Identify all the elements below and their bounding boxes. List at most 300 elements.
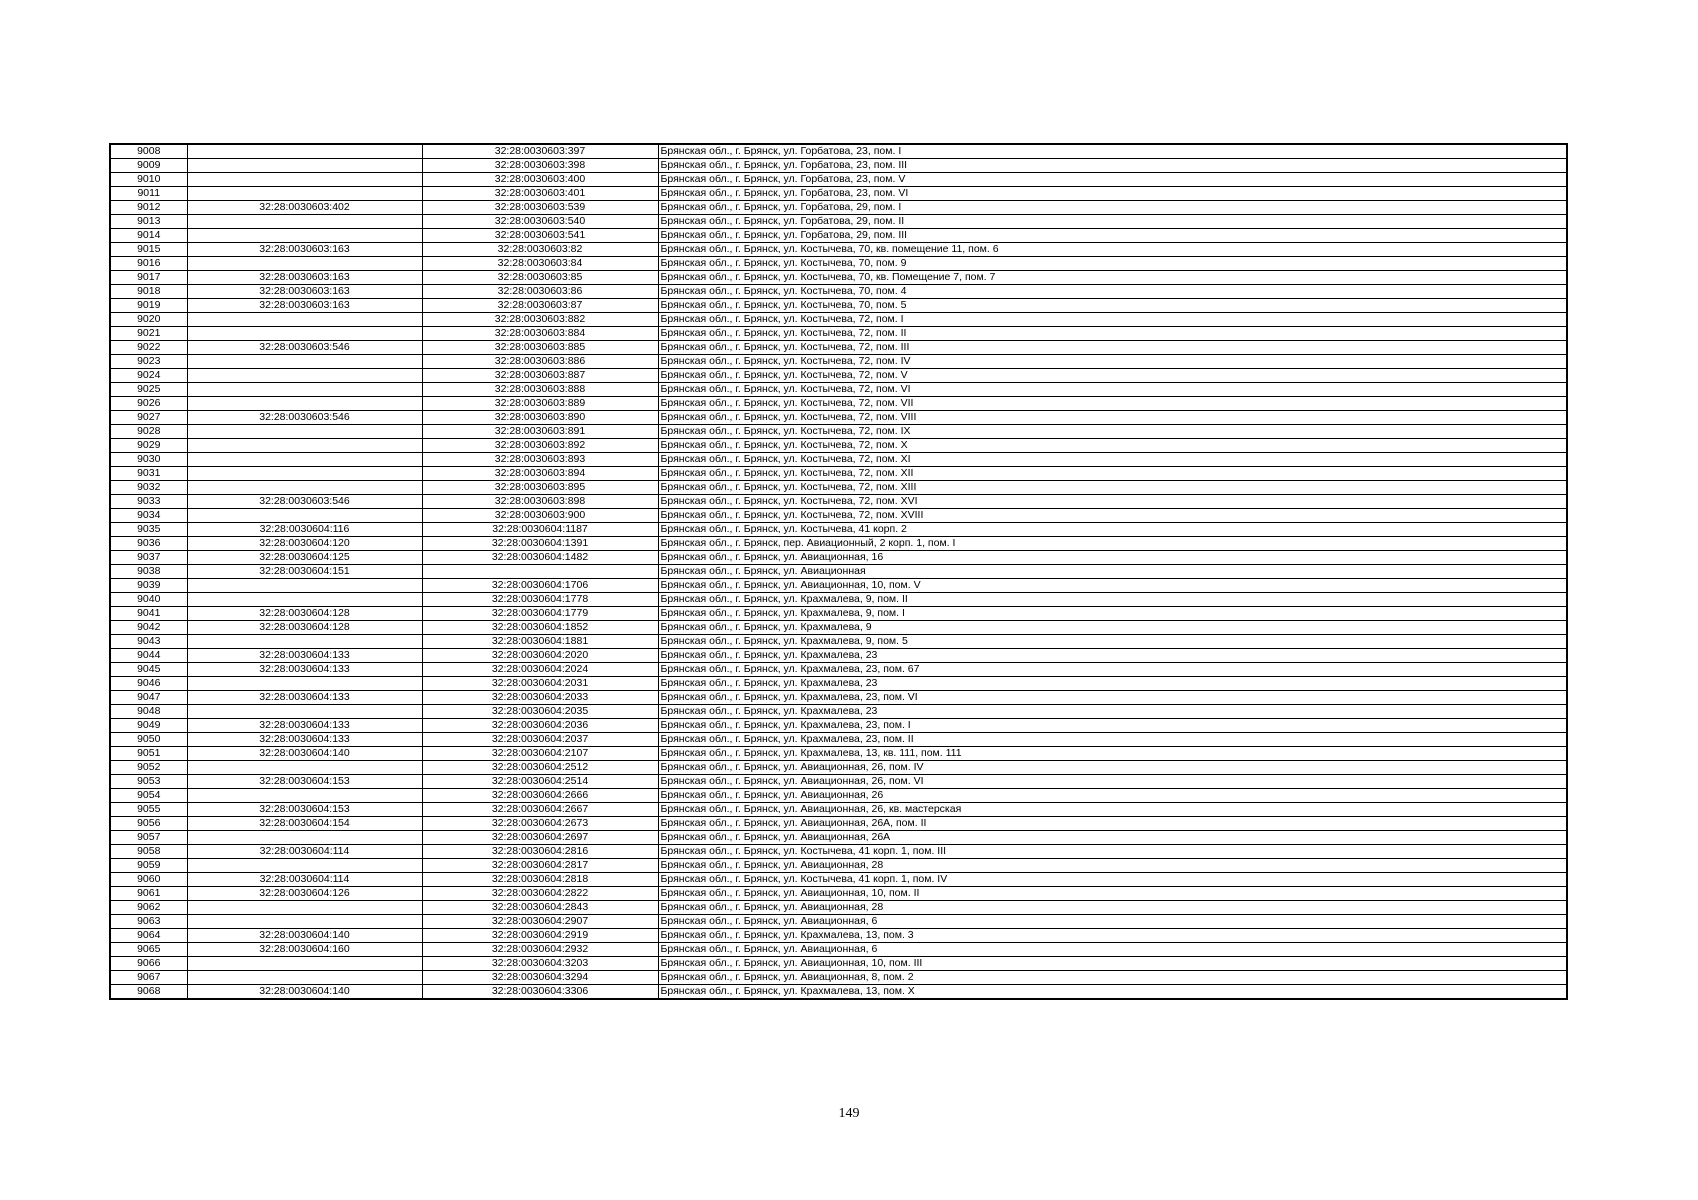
cadastral-number-cell: 32:28:0030604:2037 bbox=[422, 733, 658, 747]
address-cell: Брянская обл., г. Брянск, ул. Костычева, 41 корп. 1, пом. III bbox=[658, 845, 1567, 859]
table-row bbox=[110, 285, 1567, 299]
page-number: 149 bbox=[838, 1106, 860, 1121]
cadastral-number-cell: 32:28:0030604:1187 bbox=[422, 523, 658, 537]
cadastral-number-cell: 32:28:0030604:2697 bbox=[422, 831, 658, 845]
address-cell: Брянская обл., г. Брянск, ул. Крахмалева, 13, пом. 3 bbox=[658, 929, 1567, 943]
row-number-cell: 9024 bbox=[110, 369, 187, 383]
parent-cadastral-number-cell: 32:28:0030604:153 bbox=[187, 775, 422, 789]
row-number-cell: 9040 bbox=[110, 593, 187, 607]
table-row bbox=[110, 971, 1567, 985]
table-row bbox=[110, 509, 1567, 523]
address-cell: Брянская обл., г. Брянск, ул. Авиационная, 10, пом. V bbox=[658, 579, 1567, 593]
row-number-cell: 9018 bbox=[110, 285, 187, 299]
address-cell: Брянская обл., г. Брянск, ул. Костычева, 70, пом. 4 bbox=[658, 285, 1567, 299]
cadastral-number-cell: 32:28:0030604:1778 bbox=[422, 593, 658, 607]
row-number-cell: 9067 bbox=[110, 971, 187, 985]
row-number-cell: 9052 bbox=[110, 761, 187, 775]
table-row bbox=[110, 383, 1567, 397]
cadastral-number-cell: 32:28:0030604:2817 bbox=[422, 859, 658, 873]
address-cell: Брянская обл., г. Брянск, ул. Крахмалева, 23 bbox=[658, 649, 1567, 663]
parent-cadastral-number-cell: 32:28:0030604:151 bbox=[187, 565, 422, 579]
parent-cadastral-number-cell: 32:28:0030603:546 bbox=[187, 341, 422, 355]
table-row bbox=[110, 565, 1567, 579]
cadastral-number-cell: 32:28:0030603:893 bbox=[422, 453, 658, 467]
parent-cadastral-number-cell bbox=[187, 957, 422, 971]
table-row bbox=[110, 173, 1567, 187]
parent-cadastral-number-cell bbox=[187, 467, 422, 481]
table-row bbox=[110, 313, 1567, 327]
address-cell: Брянская обл., г. Брянск, ул. Крахмалева, 23, пом. I bbox=[658, 719, 1567, 733]
parent-cadastral-number-cell bbox=[187, 593, 422, 607]
cadastral-number-cell: 32:28:0030603:895 bbox=[422, 481, 658, 495]
registry-table-body bbox=[110, 144, 1567, 999]
cadastral-number-cell: 32:28:0030603:882 bbox=[422, 313, 658, 327]
address-cell: Брянская обл., г. Брянск, ул. Крахмалева, 9, пом. II bbox=[658, 593, 1567, 607]
parent-cadastral-number-cell bbox=[187, 425, 422, 439]
table-row bbox=[110, 663, 1567, 677]
cadastral-number-cell: 32:28:0030604:1779 bbox=[422, 607, 658, 621]
address-cell: Брянская обл., г. Брянск, ул. Горбатова, 29, пом. II bbox=[658, 215, 1567, 229]
cadastral-number-cell: 32:28:0030603:82 bbox=[422, 243, 658, 257]
parent-cadastral-number-cell: 32:28:0030604:126 bbox=[187, 887, 422, 901]
address-cell: Брянская обл., г. Брянск, ул. Костычева, 72, пом. XII bbox=[658, 467, 1567, 481]
cadastral-number-cell: 32:28:0030603:890 bbox=[422, 411, 658, 425]
cadastral-number-cell: 32:28:0030604:2666 bbox=[422, 789, 658, 803]
address-cell: Брянская обл., г. Брянск, ул. Крахмалева, 13, кв. 111, пом. 111 bbox=[658, 747, 1567, 761]
parent-cadastral-number-cell: 32:28:0030603:163 bbox=[187, 299, 422, 313]
row-number-cell: 9014 bbox=[110, 229, 187, 243]
cadastral-number-cell: 32:28:0030603:539 bbox=[422, 201, 658, 215]
address-cell: Брянская обл., г. Брянск, ул. Авиационная, 6 bbox=[658, 943, 1567, 957]
row-number-cell: 9028 bbox=[110, 425, 187, 439]
parent-cadastral-number-cell bbox=[187, 509, 422, 523]
address-cell: Брянская обл., г. Брянск, ул. Авиационная, 26А, пом. II bbox=[658, 817, 1567, 831]
table-row bbox=[110, 229, 1567, 243]
cadastral-number-cell: 32:28:0030603:891 bbox=[422, 425, 658, 439]
row-number-cell: 9021 bbox=[110, 327, 187, 341]
table-row bbox=[110, 327, 1567, 341]
row-number-cell: 9048 bbox=[110, 705, 187, 719]
row-number-cell: 9044 bbox=[110, 649, 187, 663]
cadastral-number-cell: 32:28:0030603:86 bbox=[422, 285, 658, 299]
cadastral-number-cell: 32:28:0030603:892 bbox=[422, 439, 658, 453]
cadastral-number-cell: 32:28:0030604:2107 bbox=[422, 747, 658, 761]
cadastral-number-cell: 32:28:0030604:2033 bbox=[422, 691, 658, 705]
table-row bbox=[110, 635, 1567, 649]
cadastral-number-cell: 32:28:0030604:2024 bbox=[422, 663, 658, 677]
row-number-cell: 9050 bbox=[110, 733, 187, 747]
cadastral-number-cell: 32:28:0030603:401 bbox=[422, 187, 658, 201]
parent-cadastral-number-cell bbox=[187, 789, 422, 803]
address-cell: Брянская обл., г. Брянск, ул. Авиационная bbox=[658, 565, 1567, 579]
row-number-cell: 9013 bbox=[110, 215, 187, 229]
row-number-cell: 9037 bbox=[110, 551, 187, 565]
address-cell: Брянская обл., г. Брянск, ул. Авиационная, 28 bbox=[658, 901, 1567, 915]
row-number-cell: 9022 bbox=[110, 341, 187, 355]
table-row bbox=[110, 929, 1567, 943]
address-cell: Брянская обл., г. Брянск, ул. Костычева, 72, пом. XVIII bbox=[658, 509, 1567, 523]
address-cell: Брянская обл., г. Брянск, ул. Авиационная, 26, пом. IV bbox=[658, 761, 1567, 775]
table-row bbox=[110, 159, 1567, 173]
address-cell: Брянская обл., г. Брянск, ул. Костычева, 72, пом. X bbox=[658, 439, 1567, 453]
address-cell: Брянская обл., г. Брянск, ул. Костычева, 72, пом. III bbox=[658, 341, 1567, 355]
row-number-cell: 9041 bbox=[110, 607, 187, 621]
row-number-cell: 9026 bbox=[110, 397, 187, 411]
parent-cadastral-number-cell: 32:28:0030603:546 bbox=[187, 495, 422, 509]
cadastral-number-cell: 32:28:0030604:2822 bbox=[422, 887, 658, 901]
address-cell: Брянская обл., г. Брянск, ул. Костычева, 72, пом. XVI bbox=[658, 495, 1567, 509]
parent-cadastral-number-cell bbox=[187, 915, 422, 929]
address-cell: Брянская обл., г. Брянск, ул. Горбатова, 23, пом. I bbox=[658, 144, 1567, 159]
row-number-cell: 9032 bbox=[110, 481, 187, 495]
parent-cadastral-number-cell: 32:28:0030604:114 bbox=[187, 873, 422, 887]
cadastral-number-cell: 32:28:0030603:894 bbox=[422, 467, 658, 481]
table-row bbox=[110, 523, 1567, 537]
row-number-cell: 9047 bbox=[110, 691, 187, 705]
table-row bbox=[110, 803, 1567, 817]
row-number-cell: 9027 bbox=[110, 411, 187, 425]
parent-cadastral-number-cell bbox=[187, 257, 422, 271]
address-cell: Брянская обл., г. Брянск, ул. Авиационная, 10, пом. III bbox=[658, 957, 1567, 971]
address-cell: Брянская обл., г. Брянск, ул. Крахмалева, 23, пом. VI bbox=[658, 691, 1567, 705]
row-number-cell: 9039 bbox=[110, 579, 187, 593]
parent-cadastral-number-cell: 32:28:0030603:163 bbox=[187, 243, 422, 257]
table-row bbox=[110, 677, 1567, 691]
cadastral-number-cell: 32:28:0030604:2919 bbox=[422, 929, 658, 943]
parent-cadastral-number-cell bbox=[187, 355, 422, 369]
parent-cadastral-number-cell bbox=[187, 677, 422, 691]
table-row bbox=[110, 943, 1567, 957]
cadastral-number-cell: 32:28:0030604:2843 bbox=[422, 901, 658, 915]
cadastral-number-cell: 32:28:0030603:888 bbox=[422, 383, 658, 397]
parent-cadastral-number-cell: 32:28:0030603:546 bbox=[187, 411, 422, 425]
table-row bbox=[110, 537, 1567, 551]
address-cell: Брянская обл., г. Брянск, ул. Костычева, 72, пом. IV bbox=[658, 355, 1567, 369]
address-cell: Брянская обл., г. Брянск, ул. Авиационная, 26, пом. VI bbox=[658, 775, 1567, 789]
table-row bbox=[110, 915, 1567, 929]
row-number-cell: 9063 bbox=[110, 915, 187, 929]
table-row bbox=[110, 775, 1567, 789]
cadastral-number-cell: 32:28:0030603:85 bbox=[422, 271, 658, 285]
table-row bbox=[110, 579, 1567, 593]
table-row bbox=[110, 467, 1567, 481]
table-row bbox=[110, 369, 1567, 383]
parent-cadastral-number-cell bbox=[187, 831, 422, 845]
table-row bbox=[110, 831, 1567, 845]
cadastral-number-cell: 32:28:0030604:2512 bbox=[422, 761, 658, 775]
cadastral-number-cell: 32:28:0030604:2667 bbox=[422, 803, 658, 817]
parent-cadastral-number-cell bbox=[187, 313, 422, 327]
address-cell: Брянская обл., г. Брянск, ул. Авиационная, 26 bbox=[658, 789, 1567, 803]
table-row bbox=[110, 201, 1567, 215]
address-cell: Брянская обл., г. Брянск, ул. Авиационная, 10, пом. II bbox=[658, 887, 1567, 901]
table-row bbox=[110, 481, 1567, 495]
row-number-cell: 9049 bbox=[110, 719, 187, 733]
row-number-cell: 9015 bbox=[110, 243, 187, 257]
table-row bbox=[110, 425, 1567, 439]
table-row bbox=[110, 299, 1567, 313]
address-cell: Брянская обл., г. Брянск, ул. Костычева, 41 корп. 2 bbox=[658, 523, 1567, 537]
address-cell: Брянская обл., г. Брянск, ул. Костычева, 72, пом. II bbox=[658, 327, 1567, 341]
parent-cadastral-number-cell bbox=[187, 635, 422, 649]
parent-cadastral-number-cell bbox=[187, 383, 422, 397]
cadastral-number-cell: 32:28:0030603:898 bbox=[422, 495, 658, 509]
cadastral-number-cell: 32:28:0030604:2816 bbox=[422, 845, 658, 859]
row-number-cell: 9009 bbox=[110, 159, 187, 173]
table-row bbox=[110, 271, 1567, 285]
cadastral-number-cell: 32:28:0030604:1482 bbox=[422, 551, 658, 565]
row-number-cell: 9059 bbox=[110, 859, 187, 873]
row-number-cell: 9068 bbox=[110, 985, 187, 1000]
cadastral-number-cell: 32:28:0030603:541 bbox=[422, 229, 658, 243]
table-row bbox=[110, 887, 1567, 901]
cadastral-number-cell: 32:28:0030604:3306 bbox=[422, 985, 658, 1000]
parent-cadastral-number-cell bbox=[187, 761, 422, 775]
cadastral-number-cell: 32:28:0030604:2907 bbox=[422, 915, 658, 929]
parent-cadastral-number-cell bbox=[187, 579, 422, 593]
parent-cadastral-number-cell: 32:28:0030604:160 bbox=[187, 943, 422, 957]
table-row bbox=[110, 607, 1567, 621]
table-row bbox=[110, 453, 1567, 467]
table-row bbox=[110, 593, 1567, 607]
table-row bbox=[110, 859, 1567, 873]
row-number-cell: 9064 bbox=[110, 929, 187, 943]
cadastral-number-cell bbox=[422, 565, 658, 579]
address-cell: Брянская обл., г. Брянск, ул. Костычева, 72, пом. I bbox=[658, 313, 1567, 327]
address-cell: Брянская обл., г. Брянск, ул. Костычева, 70, пом. 5 bbox=[658, 299, 1567, 313]
row-number-cell: 9025 bbox=[110, 383, 187, 397]
cadastral-number-cell: 32:28:0030603:397 bbox=[422, 144, 658, 159]
row-number-cell: 9031 bbox=[110, 467, 187, 481]
row-number-cell: 9053 bbox=[110, 775, 187, 789]
address-cell: Брянская обл., г. Брянск, ул. Костычева, 72, пом. IX bbox=[658, 425, 1567, 439]
row-number-cell: 9060 bbox=[110, 873, 187, 887]
table-row bbox=[110, 439, 1567, 453]
table-row bbox=[110, 985, 1567, 1000]
table-row bbox=[110, 411, 1567, 425]
cadastral-number-cell: 32:28:0030603:398 bbox=[422, 159, 658, 173]
address-cell: Брянская обл., г. Брянск, ул. Крахмалева, 9 bbox=[658, 621, 1567, 635]
row-number-cell: 9058 bbox=[110, 845, 187, 859]
cadastral-number-cell: 32:28:0030603:87 bbox=[422, 299, 658, 313]
row-number-cell: 9038 bbox=[110, 565, 187, 579]
row-number-cell: 9036 bbox=[110, 537, 187, 551]
row-number-cell: 9046 bbox=[110, 677, 187, 691]
address-cell: Брянская обл., г. Брянск, ул. Костычева, 72, пом. VII bbox=[658, 397, 1567, 411]
cadastral-number-cell: 32:28:0030603:886 bbox=[422, 355, 658, 369]
cadastral-number-cell: 32:28:0030603:887 bbox=[422, 369, 658, 383]
row-number-cell: 9010 bbox=[110, 173, 187, 187]
parent-cadastral-number-cell: 32:28:0030604:153 bbox=[187, 803, 422, 817]
table-row bbox=[110, 257, 1567, 271]
parent-cadastral-number-cell: 32:28:0030603:163 bbox=[187, 271, 422, 285]
table-row bbox=[110, 243, 1567, 257]
row-number-cell: 9012 bbox=[110, 201, 187, 215]
row-number-cell: 9055 bbox=[110, 803, 187, 817]
parent-cadastral-number-cell: 32:28:0030604:133 bbox=[187, 649, 422, 663]
parent-cadastral-number-cell bbox=[187, 173, 422, 187]
address-cell: Брянская обл., г. Брянск, ул. Горбатова, 23, пом. VI bbox=[658, 187, 1567, 201]
table-row bbox=[110, 789, 1567, 803]
address-cell: Брянская обл., г. Брянск, ул. Костычева, 72, пом. XIII bbox=[658, 481, 1567, 495]
parent-cadastral-number-cell: 32:28:0030604:114 bbox=[187, 845, 422, 859]
row-number-cell: 9008 bbox=[110, 144, 187, 159]
row-number-cell: 9034 bbox=[110, 509, 187, 523]
parent-cadastral-number-cell: 32:28:0030604:128 bbox=[187, 621, 422, 635]
address-cell: Брянская обл., г. Брянск, ул. Авиационная, 6 bbox=[658, 915, 1567, 929]
parent-cadastral-number-cell bbox=[187, 453, 422, 467]
cadastral-number-cell: 32:28:0030604:2036 bbox=[422, 719, 658, 733]
table-row bbox=[110, 747, 1567, 761]
parent-cadastral-number-cell: 32:28:0030604:116 bbox=[187, 523, 422, 537]
parent-cadastral-number-cell: 32:28:0030604:120 bbox=[187, 537, 422, 551]
table-row bbox=[110, 341, 1567, 355]
row-number-cell: 9029 bbox=[110, 439, 187, 453]
cadastral-number-cell: 32:28:0030603:540 bbox=[422, 215, 658, 229]
cadastral-number-cell: 32:28:0030604:3294 bbox=[422, 971, 658, 985]
address-cell: Брянская обл., г. Брянск, ул. Костычева, 72, пом. VI bbox=[658, 383, 1567, 397]
address-cell: Брянская обл., г. Брянск, ул. Авиационная, 28 bbox=[658, 859, 1567, 873]
address-cell: Брянская обл., г. Брянск, ул. Крахмалева, 9, пом. 5 bbox=[658, 635, 1567, 649]
row-number-cell: 9062 bbox=[110, 901, 187, 915]
address-cell: Брянская обл., г. Брянск, ул. Крахмалева, 13, пом. X bbox=[658, 985, 1567, 1000]
parent-cadastral-number-cell: 32:28:0030604:133 bbox=[187, 663, 422, 677]
cadastral-number-cell: 32:28:0030604:1852 bbox=[422, 621, 658, 635]
address-cell: Брянская обл., г. Брянск, ул. Костычева, 72, пом. VIII bbox=[658, 411, 1567, 425]
address-cell: Брянская обл., г. Брянск, ул. Костычева, 70, пом. 9 bbox=[658, 257, 1567, 271]
row-number-cell: 9030 bbox=[110, 453, 187, 467]
table-row bbox=[110, 733, 1567, 747]
parent-cadastral-number-cell: 32:28:0030604:125 bbox=[187, 551, 422, 565]
table-row bbox=[110, 691, 1567, 705]
table-row bbox=[110, 355, 1567, 369]
table-row bbox=[110, 215, 1567, 229]
table-row bbox=[110, 957, 1567, 971]
parent-cadastral-number-cell bbox=[187, 971, 422, 985]
parent-cadastral-number-cell: 32:28:0030604:133 bbox=[187, 719, 422, 733]
parent-cadastral-number-cell: 32:28:0030604:133 bbox=[187, 691, 422, 705]
table-row bbox=[110, 649, 1567, 663]
parent-cadastral-number-cell bbox=[187, 215, 422, 229]
table-row bbox=[110, 761, 1567, 775]
parent-cadastral-number-cell: 32:28:0030604:128 bbox=[187, 607, 422, 621]
parent-cadastral-number-cell bbox=[187, 481, 422, 495]
row-number-cell: 9061 bbox=[110, 887, 187, 901]
row-number-cell: 9011 bbox=[110, 187, 187, 201]
table-row bbox=[110, 873, 1567, 887]
row-number-cell: 9017 bbox=[110, 271, 187, 285]
address-cell: Брянская обл., г. Брянск, ул. Костычева, 72, пом. V bbox=[658, 369, 1567, 383]
cadastral-number-cell: 32:28:0030604:2932 bbox=[422, 943, 658, 957]
address-cell: Брянская обл., г. Брянск, ул. Костычева, 72, пом. XI bbox=[658, 453, 1567, 467]
address-cell: Брянская обл., г. Брянск, ул. Горбатова, 29, пом. I bbox=[658, 201, 1567, 215]
parent-cadastral-number-cell bbox=[187, 187, 422, 201]
parent-cadastral-number-cell: 32:28:0030604:140 bbox=[187, 929, 422, 943]
parent-cadastral-number-cell bbox=[187, 859, 422, 873]
row-number-cell: 9051 bbox=[110, 747, 187, 761]
cadastral-number-cell: 32:28:0030603:889 bbox=[422, 397, 658, 411]
row-number-cell: 9043 bbox=[110, 635, 187, 649]
parent-cadastral-number-cell bbox=[187, 369, 422, 383]
cadastral-number-cell: 32:28:0030603:84 bbox=[422, 257, 658, 271]
address-cell: Брянская обл., г. Брянск, ул. Горбатова, 23, пом. V bbox=[658, 173, 1567, 187]
address-cell: Брянская обл., г. Брянск, ул. Костычева, 70, кв. помещение 11, пом. 6 bbox=[658, 243, 1567, 257]
address-cell: Брянская обл., г. Брянск, ул. Крахмалева, 23, пом. 67 bbox=[658, 663, 1567, 677]
cadastral-number-cell: 32:28:0030604:2673 bbox=[422, 817, 658, 831]
parent-cadastral-number-cell: 32:28:0030603:163 bbox=[187, 285, 422, 299]
parent-cadastral-number-cell bbox=[187, 397, 422, 411]
table-row bbox=[110, 817, 1567, 831]
cadastral-number-cell: 32:28:0030603:900 bbox=[422, 509, 658, 523]
row-number-cell: 9019 bbox=[110, 299, 187, 313]
table-row bbox=[110, 719, 1567, 733]
cadastral-number-cell: 32:28:0030604:1391 bbox=[422, 537, 658, 551]
row-number-cell: 9056 bbox=[110, 817, 187, 831]
cadastral-number-cell: 32:28:0030604:2035 bbox=[422, 705, 658, 719]
row-number-cell: 9054 bbox=[110, 789, 187, 803]
address-cell: Брянская обл., г. Брянск, ул. Костычева, 41 корп. 1, пом. IV bbox=[658, 873, 1567, 887]
row-number-cell: 9033 bbox=[110, 495, 187, 509]
parent-cadastral-number-cell bbox=[187, 159, 422, 173]
parent-cadastral-number-cell: 32:28:0030604:133 bbox=[187, 733, 422, 747]
cadastral-number-cell: 32:28:0030604:2020 bbox=[422, 649, 658, 663]
parent-cadastral-number-cell bbox=[187, 327, 422, 341]
cadastral-number-cell: 32:28:0030603:884 bbox=[422, 327, 658, 341]
address-cell: Брянская обл., г. Брянск, ул. Горбатова, 29, пом. III bbox=[658, 229, 1567, 243]
row-number-cell: 9023 bbox=[110, 355, 187, 369]
cadastral-number-cell: 32:28:0030604:1706 bbox=[422, 579, 658, 593]
address-cell: Брянская обл., г. Брянск, ул. Крахмалева, 23 bbox=[658, 705, 1567, 719]
address-cell: Брянская обл., г. Брянск, ул. Авиационная, 8, пом. 2 bbox=[658, 971, 1567, 985]
cadastral-number-cell: 32:28:0030603:885 bbox=[422, 341, 658, 355]
cadastral-number-cell: 32:28:0030604:2818 bbox=[422, 873, 658, 887]
address-cell: Брянская обл., г. Брянск, ул. Крахмалева, 23 bbox=[658, 677, 1567, 691]
registry-table bbox=[109, 143, 1568, 1000]
table-row bbox=[110, 144, 1567, 159]
address-cell: Брянская обл., г. Брянск, ул. Авиационная, 26А bbox=[658, 831, 1567, 845]
address-cell: Брянская обл., г. Брянск, ул. Авиационная, 26, кв. мастерская bbox=[658, 803, 1567, 817]
cadastral-number-cell: 32:28:0030604:2514 bbox=[422, 775, 658, 789]
table-row bbox=[110, 845, 1567, 859]
parent-cadastral-number-cell bbox=[187, 901, 422, 915]
address-cell: Брянская обл., г. Брянск, ул. Горбатова, 23, пом. III bbox=[658, 159, 1567, 173]
row-number-cell: 9016 bbox=[110, 257, 187, 271]
table-row bbox=[110, 551, 1567, 565]
table-row bbox=[110, 495, 1567, 509]
row-number-cell: 9057 bbox=[110, 831, 187, 845]
table-row bbox=[110, 187, 1567, 201]
parent-cadastral-number-cell: 32:28:0030604:140 bbox=[187, 985, 422, 1000]
parent-cadastral-number-cell: 32:28:0030604:154 bbox=[187, 817, 422, 831]
parent-cadastral-number-cell bbox=[187, 229, 422, 243]
address-cell: Брянская обл., г. Брянск, ул. Крахмалева, 9, пом. I bbox=[658, 607, 1567, 621]
table-row bbox=[110, 397, 1567, 411]
row-number-cell: 9042 bbox=[110, 621, 187, 635]
table-row bbox=[110, 901, 1567, 915]
row-number-cell: 9035 bbox=[110, 523, 187, 537]
address-cell: Брянская обл., г. Брянск, ул. Крахмалева, 23, пом. II bbox=[658, 733, 1567, 747]
parent-cadastral-number-cell: 32:28:0030603:402 bbox=[187, 201, 422, 215]
row-number-cell: 9045 bbox=[110, 663, 187, 677]
parent-cadastral-number-cell bbox=[187, 144, 422, 159]
parent-cadastral-number-cell bbox=[187, 439, 422, 453]
cadastral-number-cell: 32:28:0030604:3203 bbox=[422, 957, 658, 971]
row-number-cell: 9065 bbox=[110, 943, 187, 957]
parent-cadastral-number-cell bbox=[187, 705, 422, 719]
address-cell: Брянская обл., г. Брянск, ул. Костычева, 70, кв. Помещение 7, пом. 7 bbox=[658, 271, 1567, 285]
cadastral-number-cell: 32:28:0030603:400 bbox=[422, 173, 658, 187]
address-cell: Брянская обл., г. Брянск, ул. Авиационная, 16 bbox=[658, 551, 1567, 565]
